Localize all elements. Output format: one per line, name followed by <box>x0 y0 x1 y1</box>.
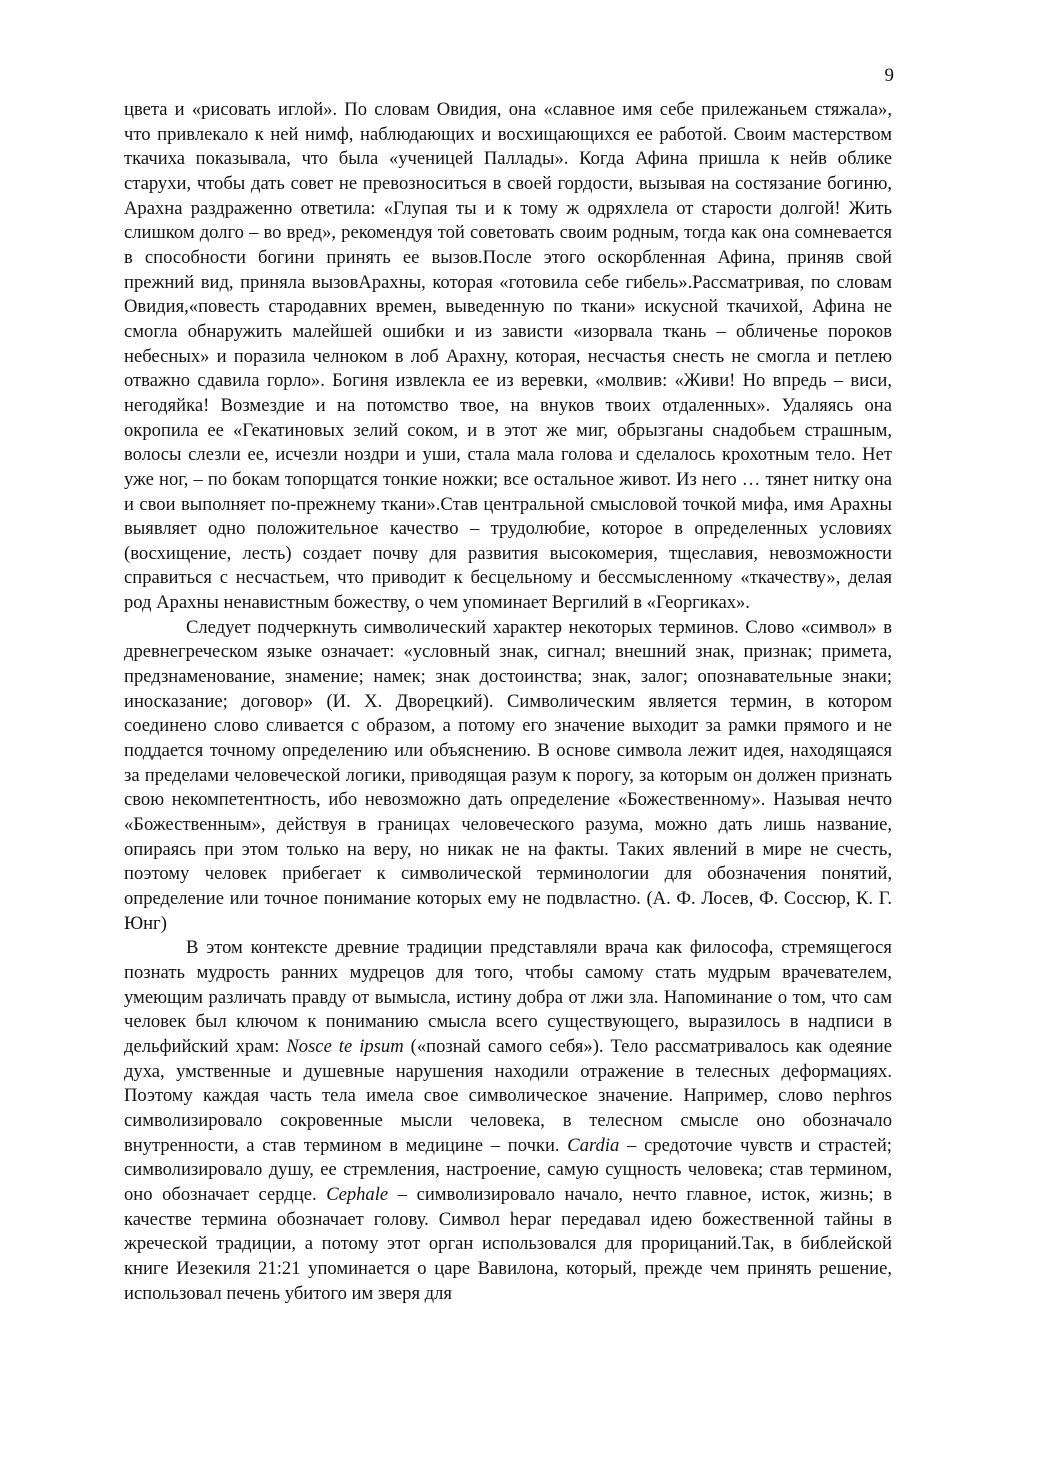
italic-term: Cephale <box>326 1183 389 1205</box>
text-run: В этом контексте древние традиции представляли врача как философа, стремящегося познать мудрость ранних мудрецов для того, чтобы самому стать мудрым врачевателем, умеющим различать правду от вымысла, истину добра от лжи зла. Напоминание о том, что сам человек был ключом к пониманию смысла всего существующего, выразилось в надписи в дельфийский храм: <box>124 937 892 1057</box>
page-number: 9 <box>884 65 894 86</box>
text-run: цвета и «рисовать иглой». По словам Овидия, она «славное имя себе прилежаньем стяжала», что привлекало к ней нимф, наблюдающих и восхищающихся ее работой. Своим мастерством ткачиха показывала, что была «ученицей Паллады». Когда Афина пришла к нейв облике старухи, чтобы дать совет не превозноситься в своей гордости, вызывая на состязание богиню, Арахна раздраженно ответила: «Глупая ты и к тому ж одряхлела от старости долгой! Жить слишком долго – во вред», рекомендуя той советовать своим родным, тогда как она сомневается в способности богини принять ее вызов.После этого оскорбленная Афина, приняв свой прежний вид, приняла вызовАрахны, которая «готовила себе гибель».Рассматривая, по словам Овидия,«повесть стародавних времен, выведенную по ткани» искусной ткачихой, Афина не смогла обнаружить малейшей ошибки и из зависти «изорвала ткань – обличенье пороков небесных» и поразила челноком в лоб Арахну, которая, несчастья снесть не смогла и петлею отважно сдавила горло». Богиня извлекла ее из веревки, «молвив: «Живи! Но впредь – виси, негодяйка! Возмездие и на потомство твое, на внуков твоих отдаленных». Удаляясь она окропила ее «Гекатиновых зелий соком, и в этот же миг, обрызганы снадобьем страшным, волосы слезли ее, исчезли ноздри и уши, стала мала голова и сделалось крохотным тело. Нет уже ног, – по бокам топорщатся тонкие ножки; все остальное живот. Из него … тянет нитку она и свои выполняет по-прежнему ткани».Став центральной смысловой точкой мифа, имя Арахны выявляет одно положительное качество – трудолюбие, которое в определенных условиях (восхищение, лесть) создает почву для развития высокомерия, тщеславия, невозможности справиться с несчастьем, что приводит к бесцельному и бессмысленному «ткачеству», делая род Арахны ненавистным божеству, о чем упоминает Вергилий в «Георгиках». <box>124 99 892 614</box>
text-run: Следует подчеркнуть символический характер некоторых терминов. Слово «символ» в древнегреческом языке означает: «условный знак, сигнал; внешний знак, признак; примета, предзнаменование, знамение; намек; знак достоинства; знак, залог; опознавательные знаки; иносказание; договор» (И. Х. Дворецкий). Символическим является термин, в котором соединено слово сливается с образом, а потому его значение выходит за рамки прямого и не поддается точному определению или объяснению. В основе символа лежит идея, находящаяся за пределами человеческой логики, приводящая разум к порогу, за которым он должен признать свою некомпетентность, ибо невозможно дать определение «Божественному». Называя нечто «Божественным», действуя в границах человеческого разума, можно дать лишь название, опираясь при этом только на веру, но никак не на факты. Таких явлений в мире не счесть, поэтому человек прибегает к символической терминологии для обозначения понятий, определение или точное понимание которых ему не подвластно. (А. Ф. Лосев, Ф. Соссюр, К. Г. Юнг) <box>124 616 892 934</box>
text-run: («познай самого себя»). Тело рассматривалось как одеяние духа, умственные и душевные нарушения находили отражение в телесных деформациях. Поэтому каждая часть тела имела свое символическое значение. Например, слово nephros символизировало сокровенные мысли человека, в телесном смысле оно обозначало внутренности, а став термином в медицине – почки. <box>124 1035 892 1156</box>
body-text <box>124 98 892 1306</box>
italic-term: Cardia <box>567 1134 620 1156</box>
italic-term: Nosce te ipsum <box>286 1035 404 1057</box>
paragraph <box>124 936 892 1306</box>
paragraph <box>124 616 892 937</box>
paragraph <box>124 98 892 616</box>
text-run: – средоточие чувств и страстей; символизировало душу, ее стремления, настроение, самую сущность человека; став термином, оно обозначает сердце. <box>124 1134 892 1205</box>
text-run: – символизировало начало, нечто главное, исток, жизнь; в качестве термина обозначает голову. Символ hepar передавал идею божественной тайны в жреческой традиции, а потому этот орган использовался для прорицаний.Так, в библейской книге Иезекиля 21:21 упоминается о царе Вавилона, который, прежде чем принять решение, использовал печень убитого им зверя для <box>124 1183 892 1304</box>
